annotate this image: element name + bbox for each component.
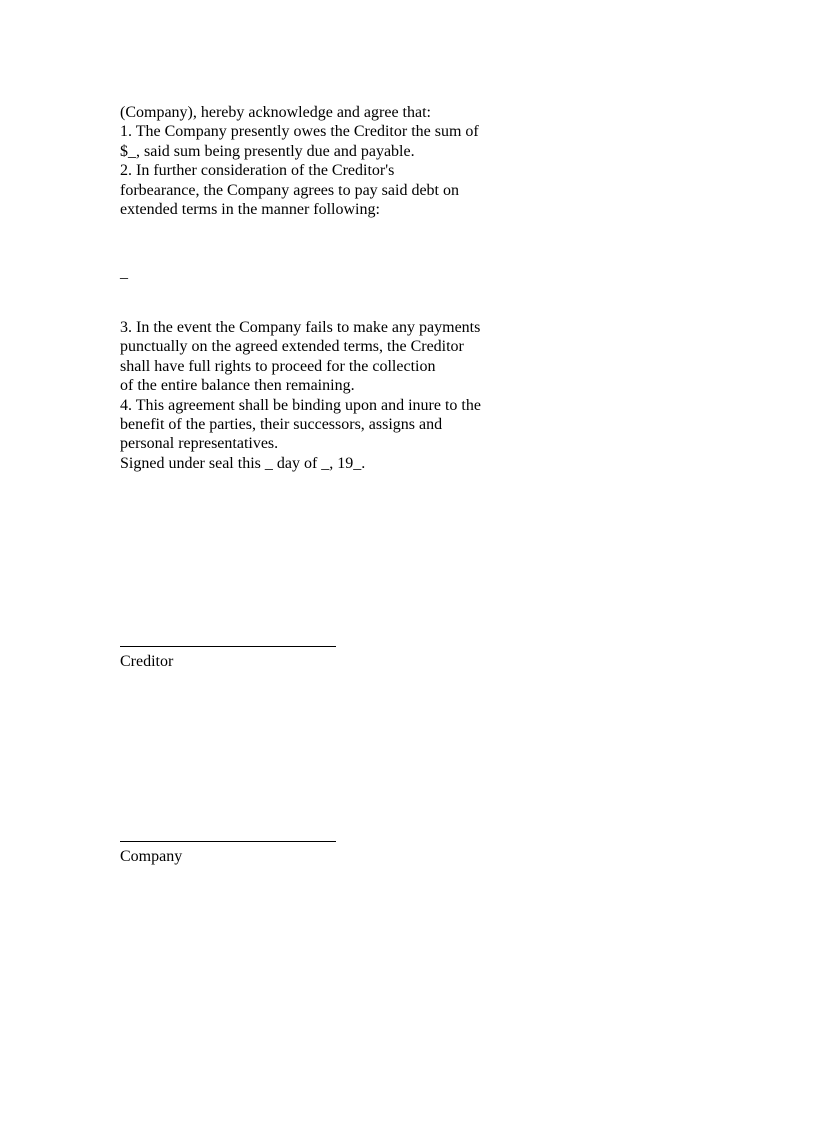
clause-3-line: punctually on the agreed extended terms, the Creditor (120, 338, 464, 356)
blank-placeholder: _ (120, 264, 128, 281)
clause-2-line: forbearance, the Company agrees to pay said debt on (120, 181, 459, 199)
clause-3-line: shall have full rights to proceed for the collection (120, 357, 436, 375)
signing-date-line: Signed under seal this _ day of _, 19_. (120, 454, 366, 472)
company-label: Company (120, 848, 183, 865)
terms-paragraph (120, 318, 481, 473)
intro-line: (Company), hereby acknowledge and agree that: (120, 104, 431, 121)
clause-1-line: 1. The Company presently owes the Creditor the sum of (120, 123, 479, 141)
creditor-label: Creditor (120, 653, 174, 670)
company-signature-block (120, 841, 336, 866)
clause-1-line: $_, said sum being presently due and payable. (120, 142, 415, 160)
clause-3-line: of the entire balance then remaining. (120, 377, 355, 395)
payment-terms-blank (120, 263, 128, 282)
company-signature-line (120, 841, 336, 842)
clause-2-line: extended terms in the manner following: (120, 200, 380, 218)
clause-4-line: 4. This agreement shall be binding upon and inure to the (120, 396, 481, 414)
clause-4-line: personal representatives. (120, 435, 279, 453)
creditor-signature-line (120, 646, 336, 647)
clause-4-line: benefit of the parties, their successors, assigns and (120, 415, 443, 433)
creditor-signature-block (120, 646, 336, 671)
intro-paragraph (120, 103, 479, 219)
clause-2-line: 2. In further consideration of the Creditor's (120, 162, 395, 180)
clause-3-line: 3. In the event the Company fails to make any payments (120, 319, 481, 336)
